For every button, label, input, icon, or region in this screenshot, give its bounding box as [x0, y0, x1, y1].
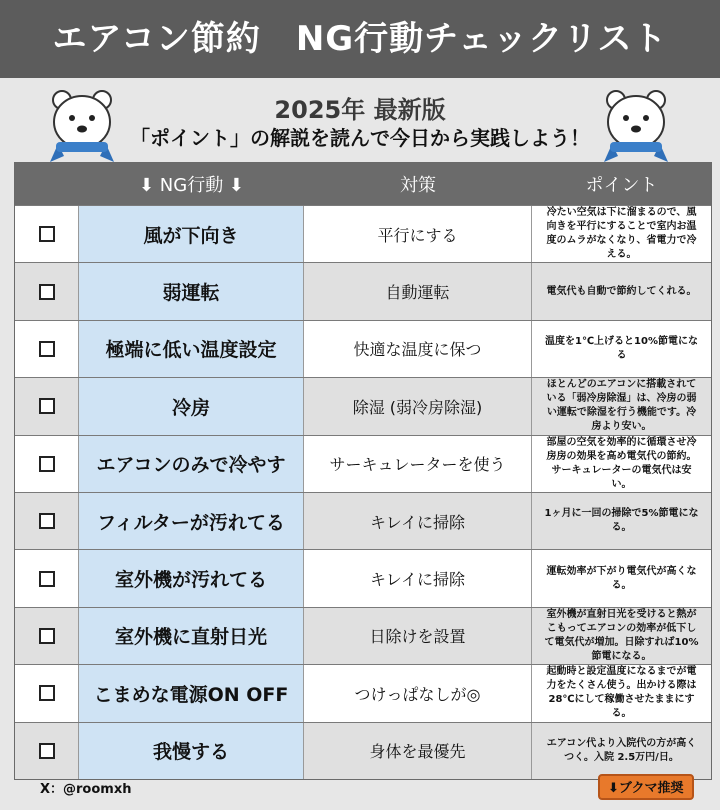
countermeasure-cell: キレイに掃除 — [304, 493, 532, 549]
table-row — [15, 377, 711, 434]
polar-bear-mascot-icon — [600, 84, 672, 164]
point-cell: 運転効率が下がり電気代が高くなる。 — [532, 550, 711, 606]
checkbox-cell — [15, 436, 79, 492]
edition-label: 2025年 最新版 — [274, 96, 446, 124]
countermeasure-cell: 身体を最優先 — [304, 723, 532, 779]
checkbox-cell — [15, 608, 79, 664]
ng-action-cell: 冷房 — [79, 378, 304, 434]
ng-action-cell: 室外機に直射日光 — [79, 608, 304, 664]
point-cell: 起動時と設定温度になるまでが電力をたくさん使う。出かける際は28℃にして稼働させたままにする。 — [532, 665, 711, 721]
ng-action-cell: 風が下向き — [79, 206, 304, 262]
countermeasure-cell: つけっぱなしが◎ — [304, 665, 532, 721]
checkbox-icon[interactable] — [39, 571, 55, 587]
ng-action-cell: 我慢する — [79, 723, 304, 779]
checkbox-cell — [15, 665, 79, 721]
countermeasure-cell: 除湿 (弱冷房除湿) — [304, 378, 532, 434]
table-row — [15, 664, 711, 721]
ng-action-cell: 室外機が汚れてる — [79, 550, 304, 606]
table-row — [15, 320, 711, 377]
checkbox-icon[interactable] — [39, 513, 55, 529]
author-handle: X：@roomxh — [40, 782, 132, 797]
point-cell: 部屋の空気を効率的に循環させ冷房房の効果を高め電気代の節約。サーキュレーターの電気代は安い。 — [532, 436, 711, 492]
point-cell: 温度を1℃上げると10%節電になる — [532, 321, 711, 377]
point-cell: 電気代も自動で節約してくれる。 — [532, 263, 711, 319]
ng-action-cell: 弱運転 — [79, 263, 304, 319]
checkbox-icon[interactable] — [39, 456, 55, 472]
checkbox-cell — [15, 493, 79, 549]
page-title: エアコン節約 NG行動チェックリスト — [52, 19, 668, 59]
table-row — [15, 492, 711, 549]
checkbox-icon[interactable] — [39, 398, 55, 414]
countermeasure-cell: 自動運転 — [304, 263, 532, 319]
table-header-row — [15, 163, 711, 205]
ng-action-cell: 極端に低い温度設定 — [79, 321, 304, 377]
checkbox-icon[interactable] — [39, 743, 55, 759]
checkbox-icon[interactable] — [39, 226, 55, 242]
checkbox-cell — [15, 263, 79, 319]
header-point: ポイント — [585, 175, 658, 196]
polar-bear-mascot-icon — [46, 84, 118, 164]
checkbox-cell — [15, 723, 79, 779]
countermeasure-cell: サーキュレーターを使う — [304, 436, 532, 492]
table-row — [15, 205, 711, 262]
ng-action-cell: フィルターが汚れてる — [79, 493, 304, 549]
checkbox-icon[interactable] — [39, 284, 55, 300]
point-cell: 1ヶ月に一回の掃除で5%節電になる。 — [532, 493, 711, 549]
checkbox-cell — [15, 206, 79, 262]
point-cell: 冷たい空気は下に溜まるので、風向きを平行にすることで室内お温度のムラがなくなり、省電力で冷える。 — [532, 206, 711, 262]
header-checkbox-column — [15, 163, 79, 205]
countermeasure-cell: 日除けを設置 — [304, 608, 532, 664]
header-ng-action: ⬇ NG行動 ⬇ — [138, 175, 245, 196]
table-row — [15, 262, 711, 319]
point-cell: エアコン代より入院代の方が高くつく。入院 2.5万円/日。 — [532, 723, 711, 779]
point-cell: ほとんどのエアコンに搭載されている「弱冷房除湿」は、冷房の弱い運転で除湿を行う機能です。冷房より安い。 — [532, 378, 711, 434]
checkbox-icon[interactable] — [39, 628, 55, 644]
countermeasure-cell: 快適な温度に保つ — [304, 321, 532, 377]
header-countermeasure: 対策 — [400, 175, 436, 196]
bookmark-badge: ⬇ブクマ推奨 — [598, 774, 694, 800]
table-row — [15, 607, 711, 664]
countermeasure-cell: 平行にする — [304, 206, 532, 262]
ng-action-cell: こまめな電源ON OFF — [79, 665, 304, 721]
checkbox-icon[interactable] — [39, 341, 55, 357]
countermeasure-cell: キレイに掃除 — [304, 550, 532, 606]
checkbox-cell — [15, 378, 79, 434]
table-row — [15, 549, 711, 606]
subtitle-text: 「ポイント」の解説を読んで今日から実践しよう！ — [130, 126, 590, 150]
point-cell: 室外機が直射日光を受けると熱がこもってエアコンの効率が低下して電気代が増加。日除すれば10%節電になる。 — [532, 608, 711, 664]
checkbox-icon[interactable] — [39, 685, 55, 701]
ng-action-cell: エアコンのみで冷やす — [79, 436, 304, 492]
table-row — [15, 722, 711, 779]
checklist-table — [14, 162, 712, 780]
checkbox-cell — [15, 321, 79, 377]
title-banner — [0, 0, 720, 78]
checkbox-cell — [15, 550, 79, 606]
table-row — [15, 435, 711, 492]
